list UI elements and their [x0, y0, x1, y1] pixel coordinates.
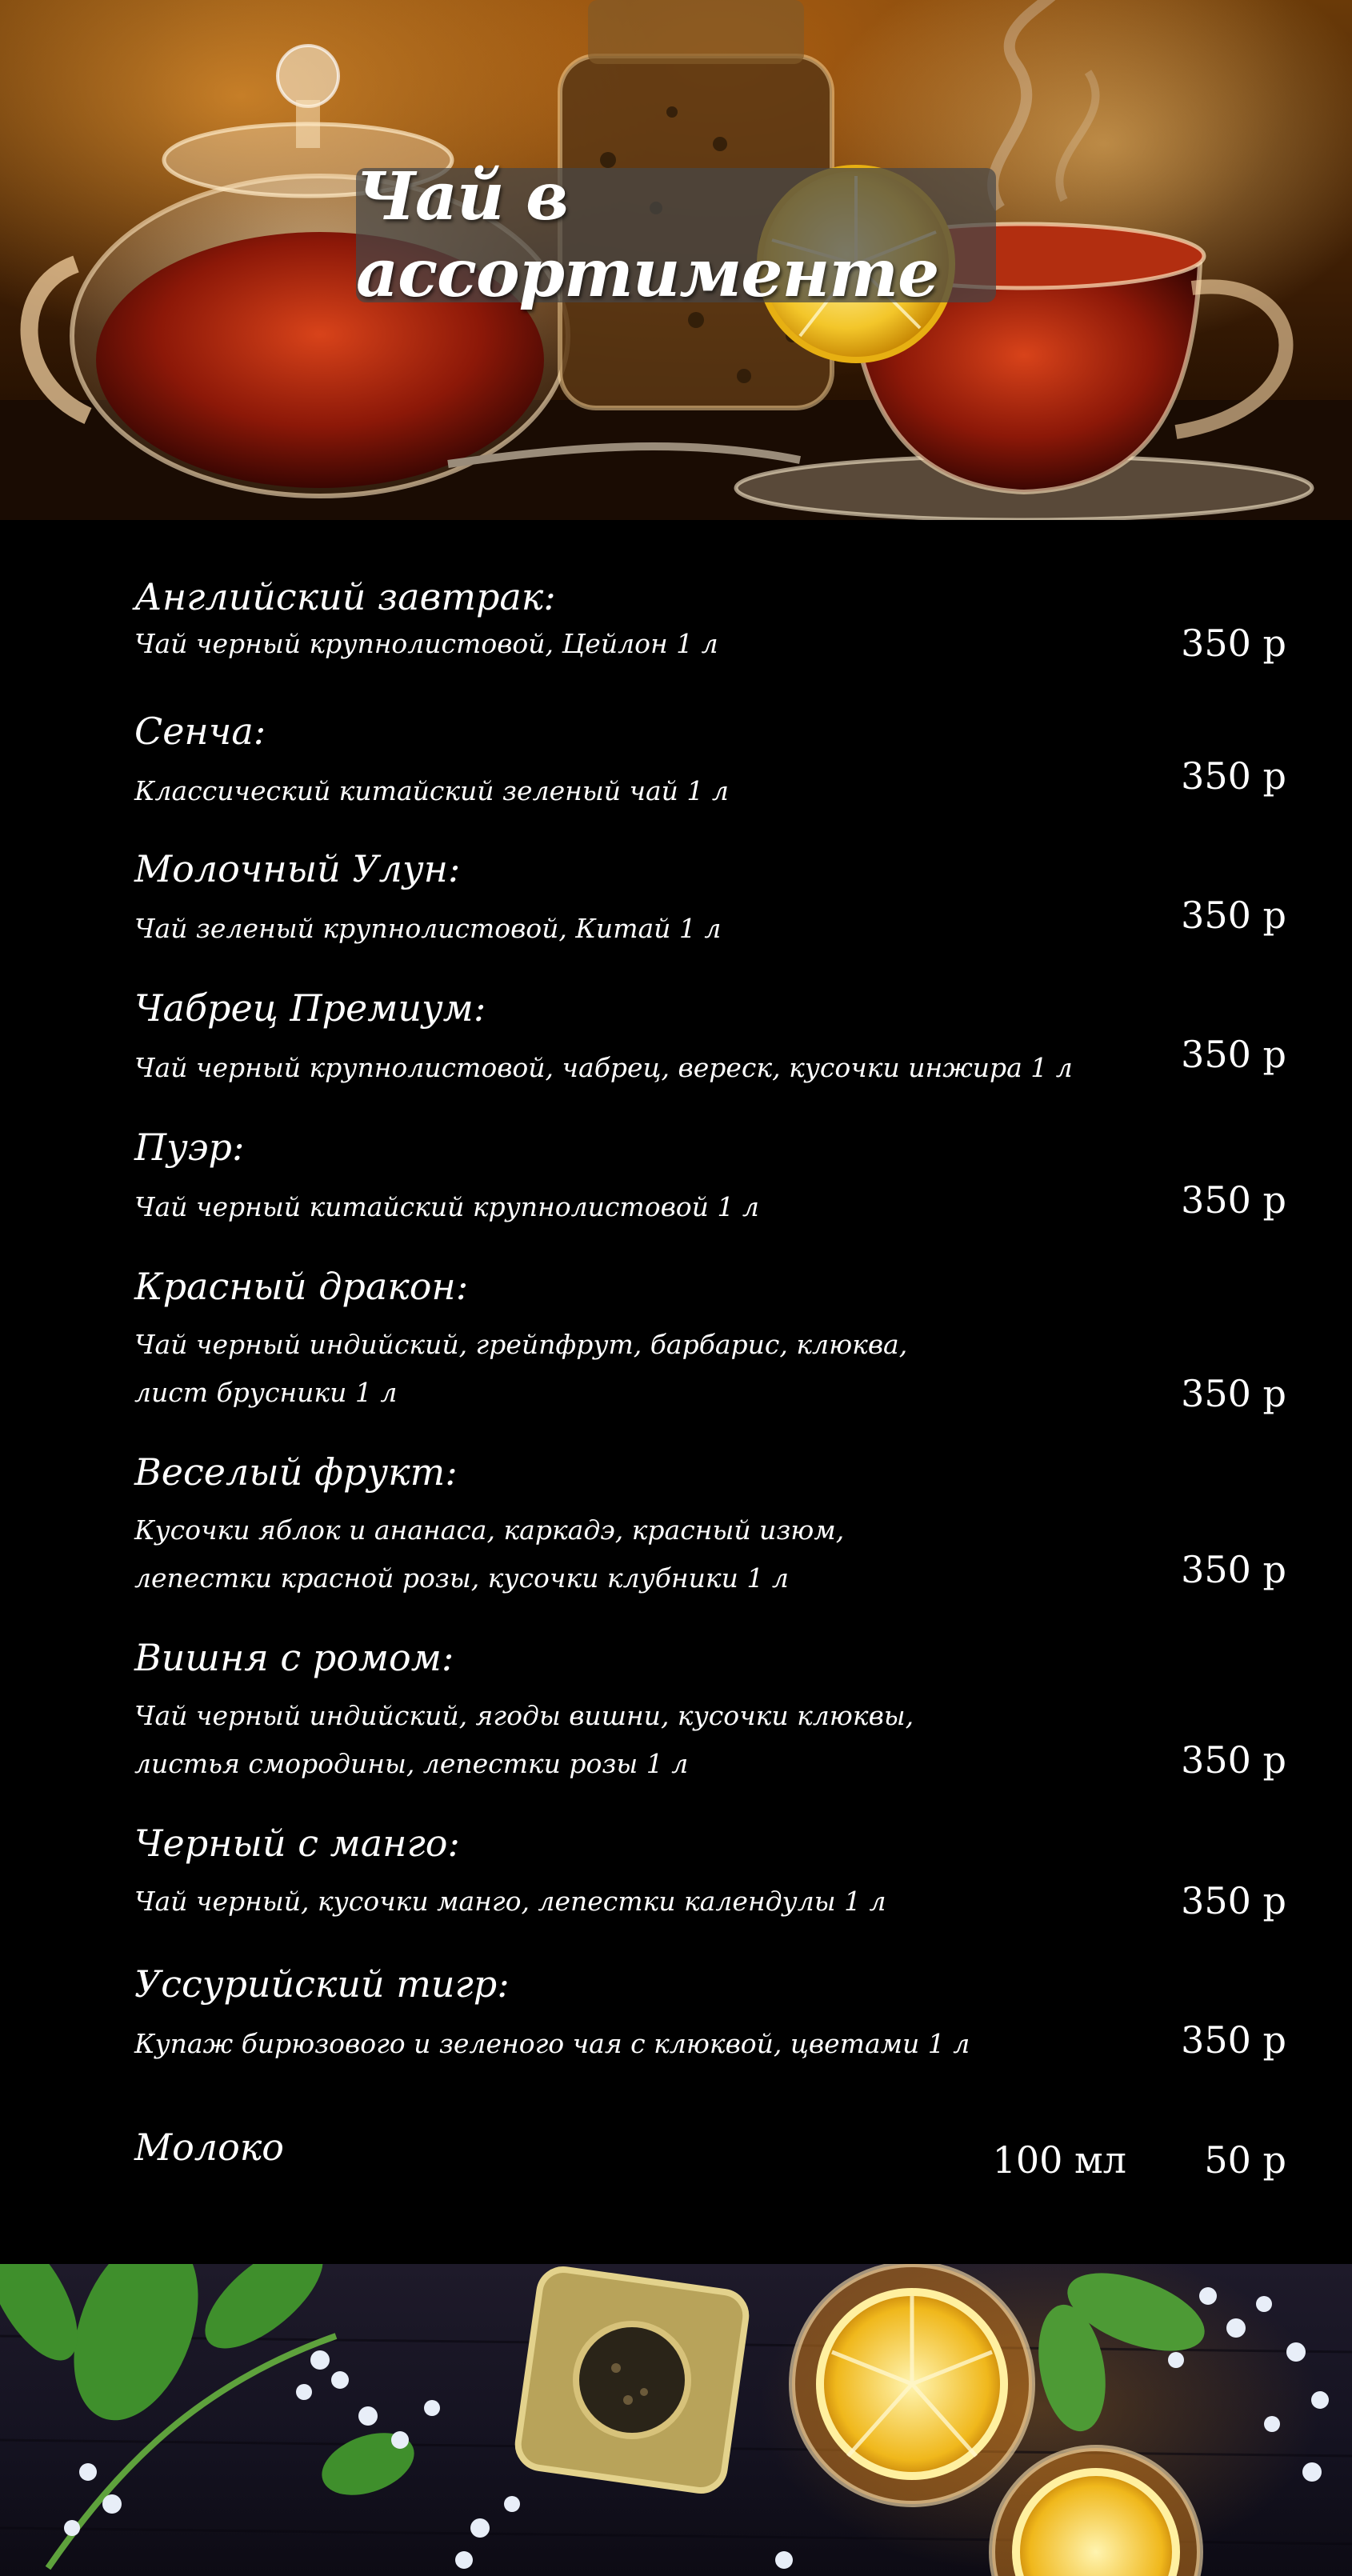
item-description-line: Купаж бирюзового и зеленого чая с клюквой, цветами 1 л: [134, 2028, 970, 2059]
item-description-line: Чай черный индийский, ягоды вишни, кусочки клюквы,: [134, 1700, 914, 1731]
item-name: Молочный Улун:: [134, 847, 461, 890]
item-name: Черный с манго:: [134, 1822, 460, 1865]
hero-image: [0, 0, 1352, 520]
item-price: 50 р: [1204, 2138, 1286, 2182]
item-name: Молоко: [134, 2126, 284, 2169]
menu-item-cherry-rum: [134, 1635, 1286, 1782]
item-price: 350 р: [1181, 1178, 1286, 1222]
item-description-line: Чай черный китайский крупнолистовой 1 л: [134, 1191, 759, 1222]
item-price: 350 р: [1181, 622, 1286, 665]
item-price: 350 р: [1181, 1033, 1286, 1076]
item-price: 350 р: [1181, 1879, 1286, 1922]
item-name: Пуэр:: [134, 1126, 245, 1169]
item-name: Сенча:: [134, 710, 266, 753]
item-price: 350 р: [1181, 754, 1286, 798]
item-description-line: Чай черный крупнолистовой, Цейлон 1 л: [134, 628, 718, 659]
item-name: Чабрец Премиум:: [134, 986, 486, 1030]
item-description-line: лист брусники 1 л: [134, 1377, 398, 1408]
title-banner: [356, 158, 996, 312]
item-price: 350 р: [1181, 894, 1286, 937]
item-description-line: Чай зеленый крупнолистовой, Китай 1 л: [134, 913, 722, 944]
item-description-line: листья смородины, лепестки розы 1 л: [134, 1748, 689, 1779]
menu-item-english-breakfast: [134, 574, 1286, 665]
item-price: 350 р: [1181, 2018, 1286, 2062]
menu-item-milk: [134, 2125, 1286, 2182]
item-description-line: лепестки красной розы, кусочки клубники 1 л: [134, 1562, 789, 1594]
page-title: Чай в ассортименте: [356, 158, 939, 312]
menu-item-milk-oolong: [134, 846, 1286, 944]
menu-item-thyme-premium: [134, 986, 1286, 1083]
menu-item-puer: [134, 1125, 1286, 1222]
item-name: Уссурийский тигр:: [134, 1962, 510, 2006]
item-price: 350 р: [1181, 1548, 1286, 1591]
item-name: Веселый фрукт:: [134, 1450, 458, 1494]
item-name: Вишня с ромом:: [134, 1636, 454, 1679]
menu-item-black-mango: [134, 1821, 1286, 1922]
menu-item-red-dragon: [134, 1264, 1286, 1415]
menu-item-sencha: [134, 709, 1286, 806]
item-description-line: Чай черный индийский, грейпфрут, барбарис, клюква,: [134, 1329, 908, 1360]
footer-image: [0, 2264, 1352, 2576]
item-price: 350 р: [1181, 1738, 1286, 1782]
item-description-line: Кусочки яблок и ананаса, каркадэ, красный изюм,: [134, 1514, 845, 1546]
item-name: Красный дракон:: [134, 1265, 469, 1308]
menu-item-ussuri-tiger: [134, 1962, 1286, 2062]
item-volume: 100 мл: [992, 2138, 1126, 2182]
item-description-line: Классический китайский зеленый чай 1 л: [134, 775, 729, 806]
menu-item-happy-fruit: [134, 1450, 1286, 1594]
item-description-line: Чай черный крупнолистовой, чабрец, вереск, кусочки инжира 1 л: [134, 1052, 1073, 1083]
tea-flowers-illustration: [0, 2264, 1352, 2576]
item-price: 350 р: [1181, 1372, 1286, 1415]
item-description-line: Чай черный, кусочки манго, лепестки календулы 1 л: [134, 1886, 886, 1917]
tea-menu-list: [0, 520, 1352, 2264]
item-name: Английский завтрак:: [134, 575, 556, 618]
